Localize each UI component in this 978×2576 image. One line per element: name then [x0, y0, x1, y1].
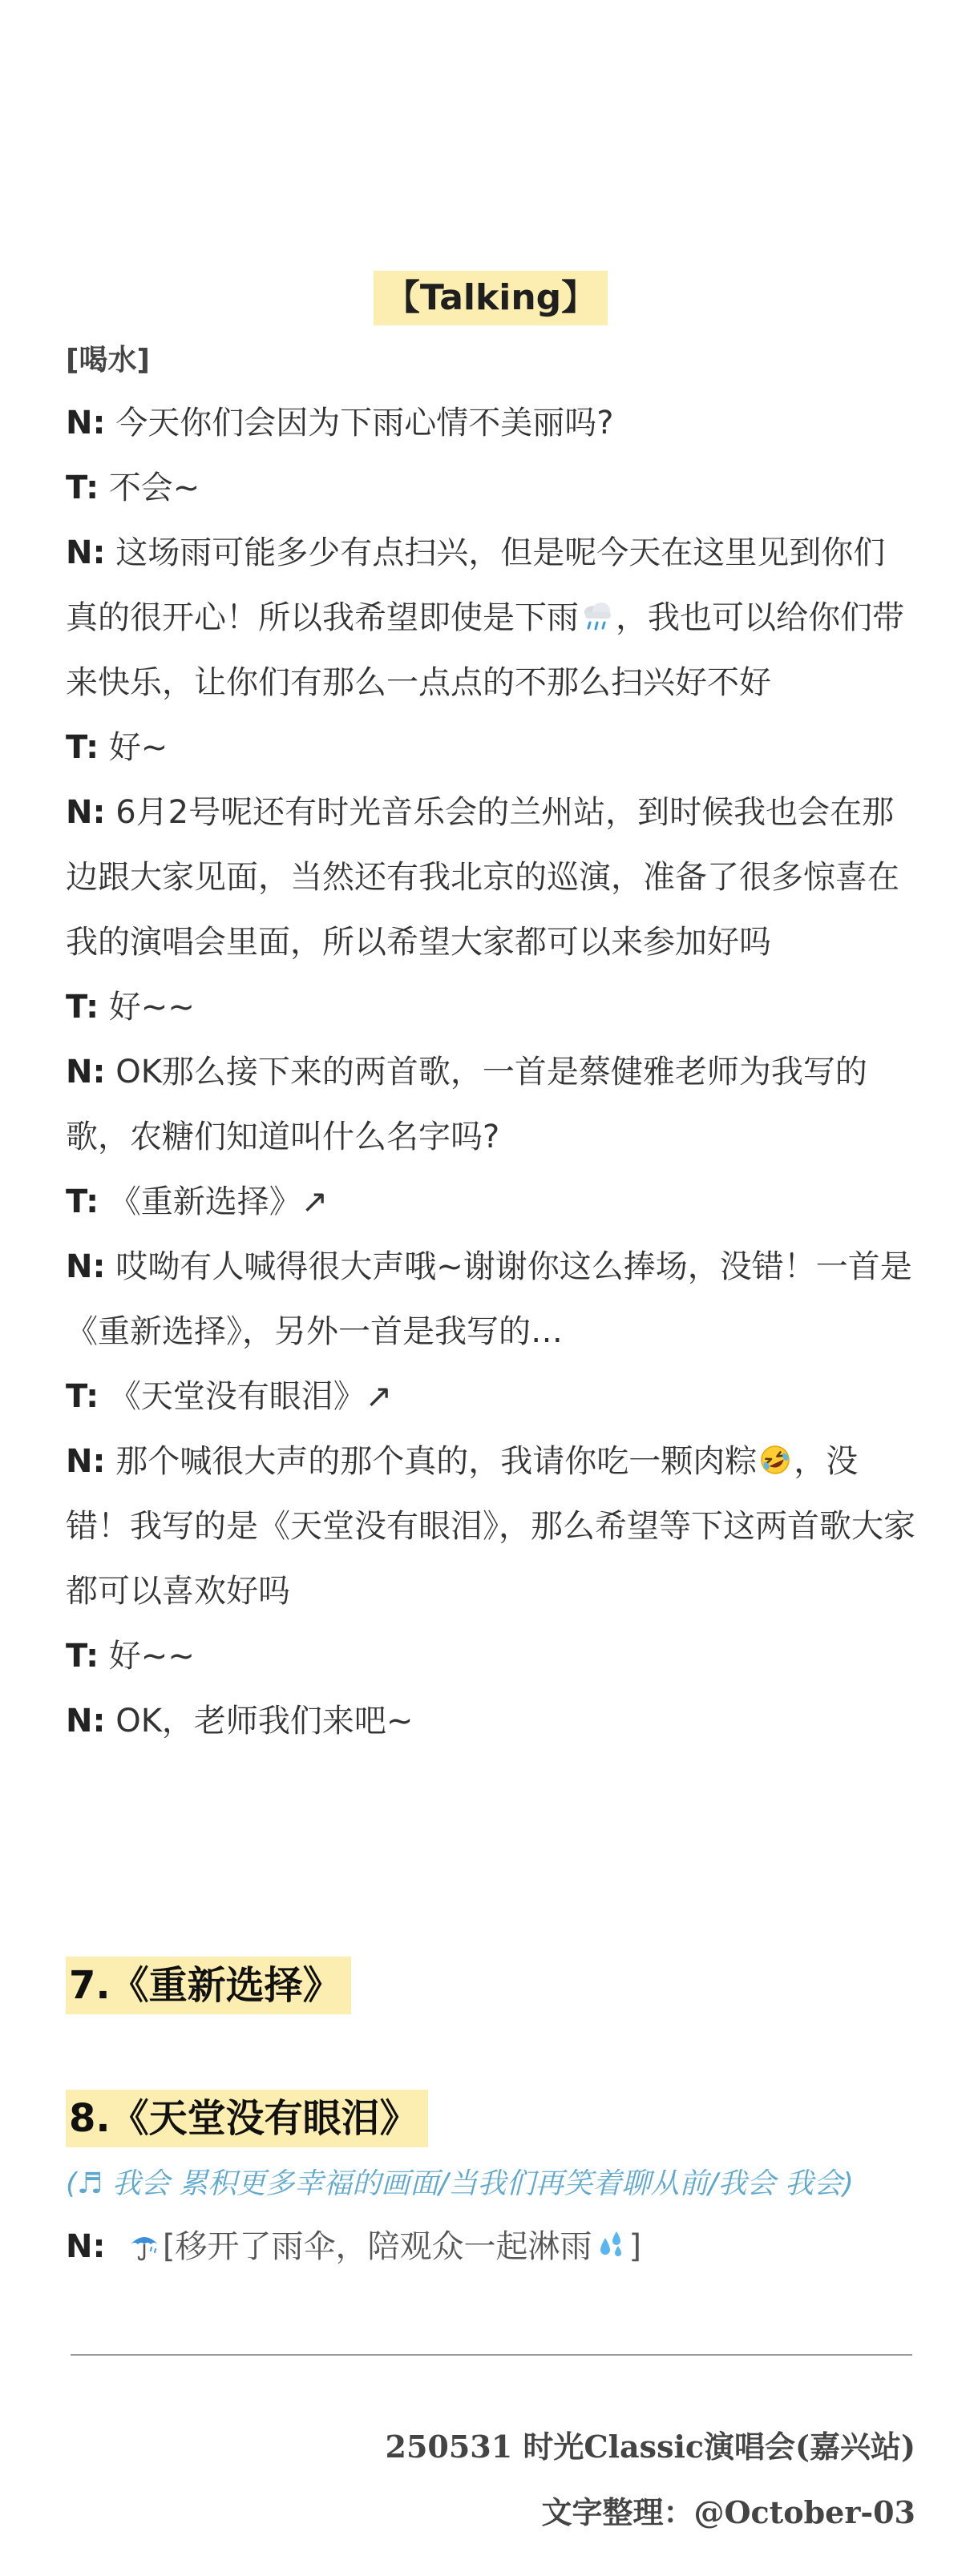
dialogue-line	[66, 780, 915, 975]
dialogue-line	[66, 391, 915, 456]
speaker-label: T:	[66, 729, 99, 766]
umbrella-emoji	[127, 2228, 161, 2262]
organizer-credit: 文字整理：@October-03	[541, 2494, 915, 2530]
dialogue-text: OK，老师我们来吧~	[115, 1703, 414, 1740]
speaker-label: N:	[66, 794, 106, 831]
stage-action: [喝水]	[66, 344, 150, 377]
song-title-7: 7.《重新选择》	[66, 1957, 351, 2014]
section-title: 【Talking】	[374, 271, 608, 325]
dialogue-line	[66, 1170, 915, 1235]
dialogue-text: 好~~	[108, 1638, 195, 1675]
speaker-label: N:	[66, 2228, 106, 2265]
dialogue-text: 好~~	[108, 989, 195, 1026]
dialogue-line	[66, 1429, 915, 1624]
dialogue-text: 那个喊很大声的那个真的，我请你吃一颗肉粽	[115, 1443, 758, 1480]
final-note	[66, 2221, 641, 2272]
dialogue-line	[66, 1689, 915, 1754]
dialogue-text: 《天堂没有眼泪》↗	[108, 1378, 393, 1415]
section-title-wrap	[66, 271, 915, 325]
note-text: [移开了雨伞，陪观众一起淋雨	[162, 2228, 592, 2265]
speaker-label: N:	[66, 1248, 106, 1285]
cloud-rain-emoji	[580, 599, 614, 633]
dialogue-text: 今天你们会因为下雨心情不美丽吗?	[115, 405, 614, 441]
rofl-emoji	[758, 1443, 792, 1477]
dialogue-text: ，没错！我写的是《天堂没有眼泪》，那么希望等下这两首歌大家都可以喜欢好吗	[66, 1443, 915, 1610]
dialogue-text: ，我也可以给你们带来快乐，让你们有那么一点点的不那么扫兴好不好	[66, 599, 904, 701]
speaker-label: T:	[66, 470, 99, 506]
dialogue-text: 6月2号呢还有时光音乐会的兰州站，到时候我也会在那边跟大家见面，当然还有我北京的巡演，准备了很多惊喜在我的演唱会里面，所以希望大家都可以来参加好吗	[66, 794, 899, 961]
speaker-label: T:	[66, 1378, 99, 1415]
dialogue-text: 这场雨可能多少有点扫兴，但是呢今天在这里见到你们真的很开心！所以我希望即使是下雨	[66, 534, 886, 636]
dialogue-text: 好~	[108, 729, 168, 766]
dialogue-line	[66, 456, 915, 521]
speaker-label: T:	[66, 1638, 99, 1675]
dialogue-list	[66, 391, 915, 1754]
droplets-emoji	[594, 2228, 628, 2262]
dialogue-line	[66, 1365, 915, 1429]
divider	[71, 2354, 912, 2356]
song-title-8: 8.《天堂没有眼泪》	[66, 2090, 428, 2147]
event-credit: 250531 时光Classic演唱会(嘉兴站)	[385, 2429, 915, 2465]
dialogue-text: OK那么接下来的两首歌，一首是蔡健雅老师为我写的歌，农糖们知道叫什么名字吗?	[66, 1054, 867, 1155]
dialogue-line	[66, 521, 915, 716]
dialogue-line	[66, 975, 915, 1040]
dialogue-text: 不会~	[108, 470, 200, 506]
speaker-label: T:	[66, 1183, 99, 1220]
speaker-label: N:	[66, 405, 106, 441]
dialogue-text: 《重新选择》↗	[108, 1183, 329, 1220]
dialogue-line	[66, 1624, 915, 1689]
speaker-label: T:	[66, 989, 99, 1026]
speaker-label: N:	[66, 1054, 106, 1090]
speaker-label: N:	[66, 1443, 106, 1480]
speaker-label: N:	[66, 1703, 106, 1740]
dialogue-line	[66, 1040, 915, 1170]
speaker-label: N:	[66, 534, 106, 571]
note-closing: ]	[628, 2228, 642, 2265]
dialogue-line	[66, 1235, 915, 1365]
lyrics-line: (♬ 我会 累积更多幸福的画面/当我们再笑着聊从前/我会 我会)	[66, 2167, 854, 2200]
dialogue-text: 哎呦有人喊得很大声哦~谢谢你这么捧场，没错！一首是《重新选择》，另外一首是我写的…	[66, 1248, 912, 1350]
dialogue-line	[66, 716, 915, 780]
